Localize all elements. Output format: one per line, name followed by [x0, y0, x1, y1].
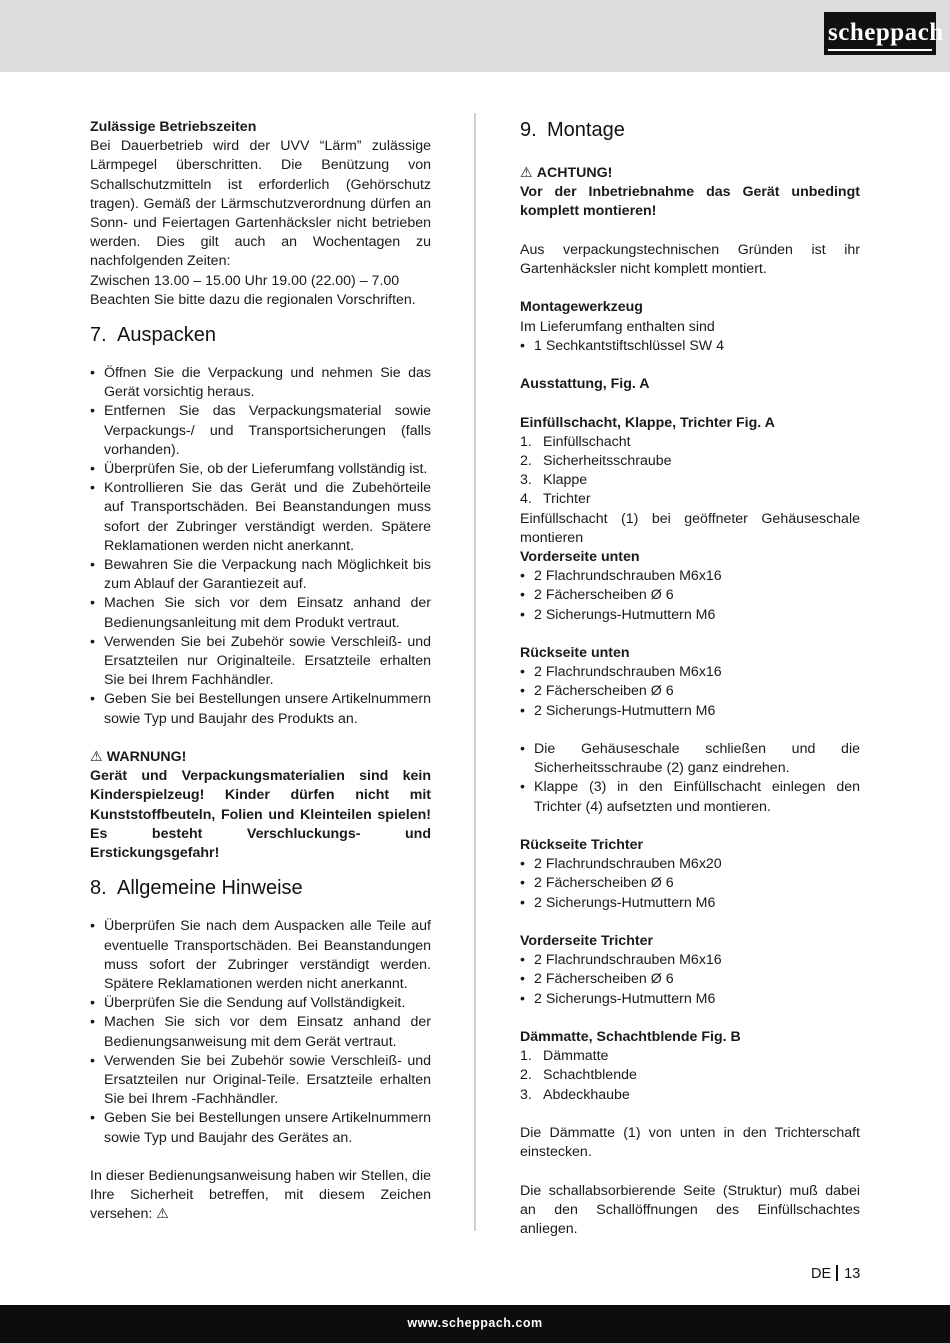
section-7-title: Auspacken — [117, 324, 216, 347]
list-item: • Geben Sie bei Bestellungen unsere Artikelnummern sowie Typ und Baujahr des Produkts an. — [90, 690, 431, 728]
footer-url: www.scheppach.com — [407, 1316, 543, 1330]
list-item: • 2 Flachrundschrauben M6x20 — [520, 855, 860, 874]
tools-heading: Montagewerkzeug — [520, 299, 643, 316]
attention-label: ACHTUNG! — [536, 165, 613, 181]
front-funnel-heading: Vorderseite Trichter — [520, 933, 653, 949]
list-item: • 2 Sicherungs-Hutmuttern M6 — [520, 606, 860, 625]
list-item: • 2 Sicherungs-Hutmuttern M6 — [520, 894, 860, 913]
list-item: • Bewahren Sie die Verpackung nach Möglichkeit bis zum Ablauf der Garantiezeit auf. — [90, 556, 431, 594]
section-8-title: Allgemeine Hinweise — [117, 877, 303, 900]
list-item: 4. Trichter — [520, 491, 591, 508]
list-item: • 1 Sechkantstiftschlüssel SW 4 — [520, 337, 860, 356]
fill-chute-heading: Einfüllschacht, Klappe, Trichter Fig. A — [520, 414, 775, 431]
back-bottom-list — [520, 663, 860, 721]
insulation-mat-parts-list — [520, 1047, 860, 1105]
list-item: • 2 Fächerscheiben Ø 6 — [520, 682, 860, 701]
section-9-number: 9. — [520, 119, 537, 141]
list-item: • Klappe (3) in den Einfüllschacht einlegen den Trichter (4) aufsetzten und montieren. — [520, 778, 860, 816]
list-item: • Machen Sie sich vor dem Einsatz anhand der Bedienungsanweisung mit dem Gerät vertraut. — [90, 1013, 431, 1051]
assembly-steps-list — [520, 740, 860, 817]
list-item: • 2 Sicherungs-Hutmuttern M6 — [520, 990, 860, 1009]
back-funnel-heading: Rückseite Trichter — [520, 837, 644, 853]
list-item: • 2 Flachrundschrauben M6x16 — [520, 663, 860, 682]
list-item: 1. Einfüllschacht — [520, 433, 631, 450]
insulation-mat-heading: Dämmatte, Schachtblende Fig. B — [520, 1029, 741, 1045]
list-item: • 2 Fächerscheiben Ø 6 — [520, 874, 860, 893]
list-item: • 2 Sicherungs-Hutmuttern M6 — [520, 702, 860, 721]
front-bottom-list — [520, 567, 860, 625]
list-item: • Verwenden Sie bei Zubehör sowie Verschleiß- und Ersatzteilen nur Originalteile. Ersatzteile erhalten Sie bei Ihrem Fachhändler. — [90, 633, 431, 691]
section-9-heading — [520, 118, 860, 142]
operating-times-regional: Beachten Sie bitte dazu die regionalen Vorschriften. — [90, 291, 416, 308]
column-divider — [474, 113, 476, 1231]
list-item: 2. Schachtblende — [520, 1067, 637, 1084]
section-8-heading — [90, 876, 431, 900]
list-item: • Überprüfen Sie, ob der Lieferumfang vollständig ist. — [90, 460, 431, 479]
list-item: • 2 Fächerscheiben Ø 6 — [520, 586, 860, 605]
tools-list — [520, 337, 860, 356]
list-item: 3. Abdeckhaube — [520, 1086, 630, 1103]
back-bottom-heading: Rückseite unten — [520, 645, 630, 661]
page-number — [811, 1265, 860, 1282]
safety-symbol-text: In dieser Bedienungsanweisung haben wir Stellen, die Ihre Sicherheit betreffen, mit diesem Zeichen versehen: — [90, 1167, 431, 1223]
operating-times-hours: Zwischen 13.00 – 15.00 Uhr 19.00 (22.00) – 7.00 — [90, 272, 400, 289]
list-item: • 2 Flachrundschrauben M6x16 — [520, 567, 860, 586]
list-item: 1. Dämmatte — [520, 1048, 609, 1065]
list-item: • Die Gehäuseschale schließen und die Sicherheitsschraube (2) ganz eindrehen. — [520, 740, 860, 778]
fill-chute-text: Einfüllschacht (1) bei geöffneter Gehäuseschale montieren — [520, 510, 860, 546]
page-language: DE — [811, 1266, 832, 1282]
operating-times-heading: Zulässige Betriebszeiten — [90, 119, 257, 135]
back-funnel-list — [520, 855, 860, 913]
list-item: • 2 Fächerscheiben Ø 6 — [520, 970, 860, 989]
list-item: 2. Sicherheitsschraube — [520, 452, 672, 469]
safety-symbol-note — [90, 1167, 431, 1225]
list-item: • Geben Sie bei Bestellungen unsere Artikelnummern sowie Typ und Baujahr des Gerätes an. — [90, 1109, 431, 1147]
list-item: • Öffnen Sie die Verpackung und nehmen Sie das Gerät vorsichtig heraus. — [90, 364, 431, 402]
list-item: • Kontrollieren Sie das Gerät und die Zubehörteile auf Transportschäden. Bei Beanstandungen muss sofort der Zubringer verständigt werden. Spätere Reklamationen werden nicht anerkannt. — [90, 479, 431, 556]
page-number-value: 13 — [844, 1266, 861, 1282]
insulation-mat-text-2: Die schallabsorbierende Seite (Struktur) muß dabei an den Schallöffnungen des Einfüllschachtes anliegen. — [520, 1182, 860, 1237]
warning-triangle-icon: ⚠ — [90, 749, 103, 766]
packaging-note: Aus verpackungstechnischen Gründen ist ihr Gartenhäcksler nicht komplett montiert. — [520, 241, 860, 277]
list-item: • Verwenden Sie bei Zubehör sowie Verschleiß- und Ersatzteilen nur Original-Teile. Ersatzteile erhalten Sie bei Ihrem -Fachhändler. — [90, 1052, 431, 1110]
fill-chute-parts-list — [520, 433, 860, 510]
general-notes-list — [90, 917, 431, 1147]
list-item: • Entfernen Sie das Verpackungsmaterial sowie Verpackungs-/ und Transportsicherungen (falls vorhanden). — [90, 402, 431, 460]
list-item: 3. Klappe — [520, 472, 588, 489]
section-7-number: 7. — [90, 324, 107, 347]
brand-logo — [824, 12, 944, 55]
warning-text: Gerät und Verpackungsmaterialien sind kein Kinderspielzeug! Kinder dürfen nicht mit Kunststoffbeuteln, Folien und Kleinteilen spielen! Es besteht Verschluckungs- und Erstickungsgefahr! — [90, 768, 431, 862]
attention-heading — [520, 164, 860, 183]
header-band — [0, 0, 950, 72]
warning-triangle-icon: ⚠ — [520, 165, 533, 181]
right-column — [520, 118, 860, 1239]
list-item: • Machen Sie sich vor dem Einsatz anhand der Bedienungsanleitung mit dem Produkt vertraut. — [90, 594, 431, 632]
attention-text: Vor der Inbetriebnahme das Gerät unbedingt komplett montieren! — [520, 184, 860, 220]
section-9-title: Montage — [547, 119, 625, 141]
brand-logo-text: scheppach — [828, 16, 932, 51]
section-7-heading — [90, 323, 431, 347]
tools-text: Im Lieferumfang enthalten sind — [520, 318, 715, 335]
equipment-heading: Ausstattung, Fig. A — [520, 376, 650, 393]
left-column — [90, 118, 431, 1225]
list-item: • 2 Flachrundschrauben M6x16 — [520, 951, 860, 970]
warning-triangle-icon: ⚠ — [156, 1206, 169, 1223]
footer-bar — [0, 1305, 950, 1343]
unpacking-list — [90, 364, 431, 729]
operating-times-text: Bei Dauerbetrieb wird der UVV “Lärm” zulässige Lärmpegel überschritten. Die Benützung von Schallschutzmitteln ist erforderlich (Gehörschutz tragen). Gemäß der Lärmschutzverordnung dürfen an Sonn- und Feiertagen Gartenhäcksler nicht betrieben werden. Dies gilt auch an Wochentagen zu nachfolgenden Zeiten: — [90, 138, 431, 270]
front-bottom-heading: Vorderseite unten — [520, 549, 640, 565]
list-item: • Überprüfen Sie die Sendung auf Vollständigkeit. — [90, 994, 431, 1013]
warning-label: WARNUNG! — [106, 749, 187, 766]
list-item: • Überprüfen Sie nach dem Auspacken alle Teile auf eventuelle Transportschäden. Bei Beanstandungen muss sofort der Zubringer verständigt werden. Spätere Reklamationen werden nicht anerkannt. — [90, 917, 431, 994]
insulation-mat-text-1: Die Dämmatte (1) von unten in den Trichterschaft einstecken. — [520, 1125, 860, 1161]
front-funnel-list — [520, 951, 860, 1009]
section-8-number: 8. — [90, 877, 107, 900]
warning-heading — [90, 748, 431, 767]
